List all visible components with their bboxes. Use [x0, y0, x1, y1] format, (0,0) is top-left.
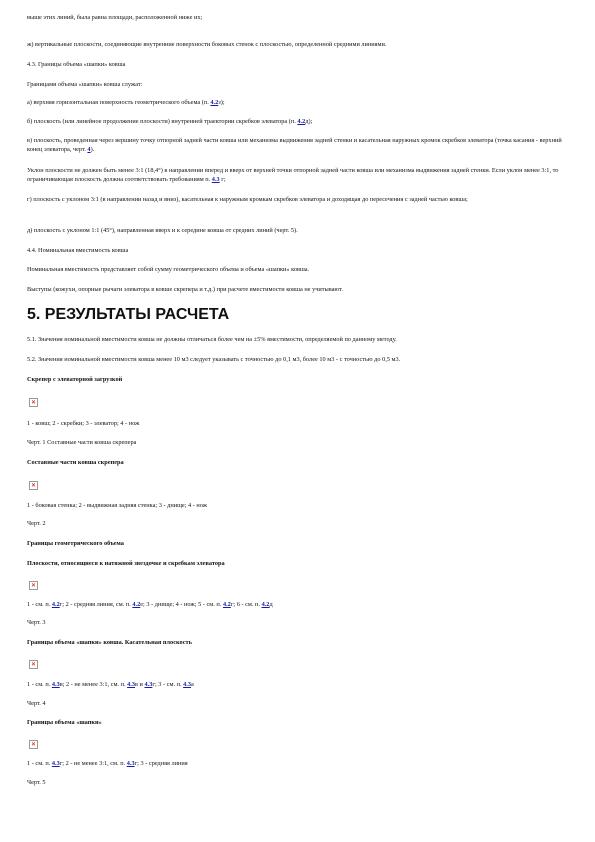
- reference-link[interactable]: 4.2: [210, 99, 219, 106]
- broken-image-icon: [29, 398, 38, 407]
- broken-image-icon: [29, 481, 38, 490]
- paragraph: 5.2. Значения номинальной вместимости ковша менее 10 м3 следует указывать с точностью до 0,1 м3, более 10 м3 - с точностью до 0,5 м3.: [27, 356, 401, 363]
- paragraph: [27, 137, 575, 154]
- text-fragment: а) верхняя горизонтальная поверхность геометрического объема (п.: [27, 99, 211, 106]
- figure-legend: [27, 760, 575, 769]
- text-fragment: г; 6 - см. п.: [230, 601, 262, 608]
- reference-link[interactable]: 4.3: [183, 681, 191, 688]
- figure-title: Границы объема «шапки»: [27, 719, 102, 726]
- paragraph: Номинальная вместимость представляет собой сумму геометрического объема и объема «шапки» ковша.: [27, 266, 310, 273]
- text-fragment: г; 3 - средняя линия: [134, 760, 188, 767]
- broken-image-icon: [29, 660, 38, 669]
- paragraph: [27, 167, 575, 184]
- reference-link[interactable]: 4.3: [126, 760, 135, 767]
- broken-image-mark: ✕: [31, 482, 37, 489]
- figure-title: Скрепер с элеваторной загрузкой: [27, 376, 123, 383]
- broken-image-mark: ✕: [31, 661, 37, 668]
- text-fragment: з);: [218, 99, 225, 106]
- subsection-heading: 4.4. Номинальная вместимость ковша: [27, 247, 129, 254]
- text-fragment: в; 2 - не менее 3:1, см. п.: [59, 681, 128, 688]
- broken-image-mark: ✕: [31, 582, 37, 589]
- reference-link[interactable]: 4.3: [51, 760, 60, 767]
- figure-caption: Черт. 5: [27, 779, 46, 786]
- reference-link[interactable]: 4: [87, 145, 91, 153]
- figure-legend: 1 - ковш; 2 - скребки; 3 - элеватор; 4 - нож: [27, 420, 140, 427]
- paragraph: 5.1. Значения номинальной вместимости ковша не должны отличаться более чем на ±5% вместимости, определяемой по данному методу.: [27, 336, 397, 343]
- paragraph: Границами объема «шапки» ковша служат:: [27, 81, 143, 88]
- paragraph: г) плоскость с уклоном 3:1 (в направлении назад и вниз), касательная к наружным кромкам скребков элеватора и доходящая до пересечения с задней частью ковша;: [27, 196, 468, 203]
- broken-image-mark: ✕: [31, 399, 37, 406]
- figure-caption: Черт. 1 Составные части ковша скрепера: [27, 439, 137, 446]
- paragraph: Выступы (кожухи, опорные рычаги элеватора в ковше скрепера и т.д.) при расчете вместимости ковша не учитывают.: [27, 286, 343, 293]
- reference-link[interactable]: 4.3: [144, 681, 153, 688]
- text-fragment: 1 - см. п.: [27, 681, 52, 688]
- figure-title: Границы объема «шапки» ковша. Касательная плоскость: [27, 639, 192, 646]
- figure-caption: Черт. 3: [27, 619, 46, 626]
- text-fragment: ).: [90, 145, 95, 153]
- reference-link[interactable]: 4.3: [51, 681, 60, 688]
- figure-legend: [27, 681, 575, 690]
- text-fragment: а: [190, 681, 194, 688]
- paragraph: [27, 99, 575, 108]
- figure-legend: [27, 601, 575, 610]
- text-fragment: е; 3 - днище; 4 - нож; 5 - см. п.: [140, 601, 223, 608]
- figure-title: Границы геометрического объема: [27, 540, 124, 547]
- text-fragment: г; 3 - см. п.: [152, 681, 184, 688]
- text-fragment: д: [269, 601, 273, 608]
- paragraph: [27, 118, 575, 127]
- broken-image-mark: ✕: [31, 741, 37, 748]
- reference-link[interactable]: 4.2: [222, 601, 231, 608]
- figure-title: Плоскости, относящиеся к натяжной звездочке и скребкам элеватора: [27, 560, 225, 567]
- figure-caption: Черт. 2: [27, 520, 46, 527]
- reference-link[interactable]: 4.3: [127, 681, 135, 688]
- section-heading: 5. РЕЗУЛЬТАТЫ РАСЧЕТА: [27, 306, 230, 323]
- text-fragment: г;: [219, 175, 226, 183]
- reference-link[interactable]: 4.2: [51, 601, 60, 608]
- text-fragment: г; 2 - средняя линия, см. п.: [59, 601, 133, 608]
- reference-link[interactable]: 4.3: [211, 175, 220, 183]
- reference-link[interactable]: 4.2: [261, 601, 270, 608]
- reference-link[interactable]: 4.2: [132, 601, 141, 608]
- broken-image-icon: [29, 740, 38, 749]
- figure-caption: Черт. 4: [27, 700, 46, 707]
- reference-link[interactable]: 4.2: [297, 118, 306, 125]
- text-fragment: г; 2 - не менее 3:1, см. п.: [59, 760, 127, 767]
- paragraph: выше этих линий, была равна площади, расположенной ниже их;: [27, 14, 203, 21]
- subsection-heading: 4.3. Границы объема «шапки» ковша: [27, 61, 126, 68]
- text-fragment: Уклон плоскости не должен быть менее 3:1 (18,4°) в направлении вперед и вверх от верхней точки отпорной задней части ковша или механизма выдвижения задней стенки. Если уклон менее 3:1, то ограничивающая плоскость должна соответствовать требованиям п.: [27, 167, 559, 183]
- broken-image-icon: [29, 581, 38, 590]
- text-fragment: 1 - см. п.: [27, 760, 52, 767]
- text-fragment: 1 - см. п.: [27, 601, 52, 608]
- text-fragment: в и: [134, 681, 145, 688]
- text-fragment: б) плоскость (или линейное продолжение плоскости) внутренней траектории скребков элеватора (п.: [27, 118, 298, 125]
- paragraph: ж) вертикальные плоскости, соединяющие внутренние поверхности боковых стенок с плоскостью, определенной средними линиями.: [27, 41, 387, 48]
- text-fragment: в) плоскость, проведенная через вершину точку отпорной задней части ковша или механизма выдвижения задней стенки и касательная наружных кромок скребков элеватора (точка касания - верхний конец элеватора, черт.: [27, 137, 562, 153]
- paragraph: д) плоскость с уклоном 1:1 (45°), направленная вверх и к середине ковша от средних линий (черт. 5).: [27, 227, 298, 234]
- figure-title: Составные части ковша скрепера: [27, 459, 124, 466]
- text-fragment: д);: [305, 118, 313, 125]
- figure-legend: 1 - боковая стенка; 2 - выдвижная задняя стенка; 3 - днище; 4 - нож: [27, 502, 208, 509]
